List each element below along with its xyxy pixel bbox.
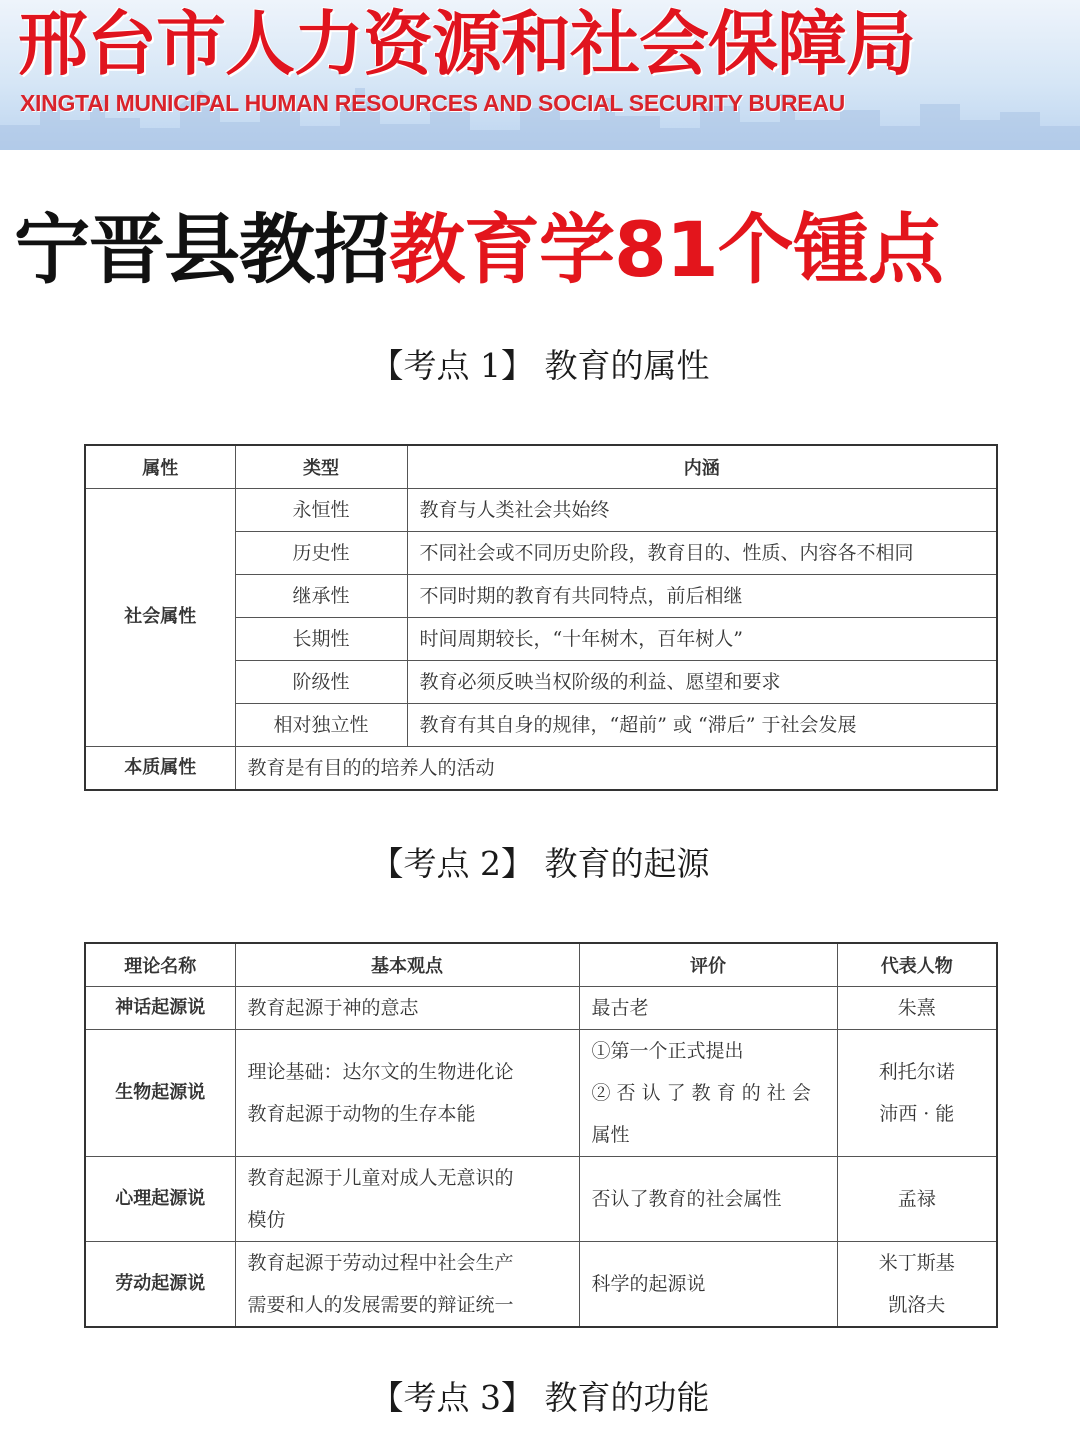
text-line: 教育起源于动物的生存本能 [247, 1102, 476, 1125]
theory-name-cell: 心理起源说 [85, 1156, 235, 1241]
table-row [85, 986, 997, 1029]
eval-cell [579, 1156, 837, 1241]
people-cell [837, 1156, 997, 1241]
text-line: 理论基础：达尔文的生物进化论 [247, 1060, 514, 1083]
table-header-row [85, 445, 997, 488]
header-cell: 基本观点 [235, 943, 579, 986]
eval-cell [579, 1241, 837, 1327]
content-cell: 不同社会或不同历史阶段，教育目的、性质、内容各不相同 [407, 531, 997, 574]
type-cell: 阶级性 [235, 660, 407, 703]
type-cell: 继承性 [235, 574, 407, 617]
header-banner [0, 0, 1080, 150]
text-line: 孟禄 [897, 1187, 936, 1210]
section-heading-3: 【考点 3】 教育的功能 [370, 1378, 710, 1417]
type-cell: 永恒性 [235, 488, 407, 531]
text-line: 利托尔诺 [878, 1060, 955, 1083]
content-cell: 教育必须反映当权阶级的利益、愿望和要求 [407, 660, 997, 703]
table-row [85, 1241, 997, 1327]
view-cell [235, 1241, 579, 1327]
text-line: 模仿 [247, 1208, 286, 1231]
header-cell: 代表人物 [837, 943, 997, 986]
text-line: 凯洛夫 [888, 1293, 946, 1316]
text-line: ①第一个正式提出 [591, 1039, 744, 1062]
header-cell: 类型 [235, 445, 407, 488]
header-cell: 理论名称 [85, 943, 235, 986]
eval-cell [579, 986, 837, 1029]
title-part-black: 宁晋县教招 [14, 205, 389, 294]
table-row [85, 488, 997, 531]
text-line: 沛西 · 能 [879, 1102, 955, 1125]
header-cell: 属性 [85, 445, 235, 488]
bureau-name-chinese: 邢台市人力资源和社会保障局 [18, 3, 915, 85]
text-line: ② 否 认 了 教 育 的 社 会 [591, 1081, 811, 1104]
type-cell: 长期性 [235, 617, 407, 660]
view-cell [235, 1156, 579, 1241]
text-line: 科学的起源说 [591, 1272, 706, 1295]
people-cell [837, 986, 997, 1029]
type-cell: 历史性 [235, 531, 407, 574]
content-cell: 教育有其自身的规律，“超前” 或 “滞后” 于社会发展 [407, 703, 997, 746]
view-cell [235, 986, 579, 1029]
header-cell: 内涵 [407, 445, 997, 488]
text-line: 教育起源于儿童对成人无意识的 [247, 1166, 514, 1189]
text-line: 否认了教育的社会属性 [591, 1187, 782, 1210]
education-attributes-table [84, 444, 998, 791]
theory-name-cell: 生物起源说 [85, 1029, 235, 1156]
text-line: 教育起源于劳动过程中社会生产 [247, 1251, 514, 1274]
text-line: 米丁斯基 [878, 1251, 955, 1274]
table-header-row [85, 943, 997, 986]
education-origin-table [84, 942, 998, 1328]
content-cell: 时间周期较长，“十年树木，百年树人” [407, 617, 997, 660]
people-cell [837, 1241, 997, 1327]
theory-name-cell: 神话起源说 [85, 986, 235, 1029]
table-row [85, 1029, 997, 1156]
page-title [14, 200, 943, 300]
type-cell: 相对独立性 [235, 703, 407, 746]
text-line: 需要和人的发展需要的辩证统一 [247, 1293, 514, 1316]
section-heading-2: 【考点 2】 教育的起源 [370, 844, 710, 883]
text-line: 朱熹 [897, 996, 936, 1019]
content-cell: 不同时期的教育有共同特点，前后相继 [407, 574, 997, 617]
table-row [85, 1156, 997, 1241]
section-heading-1: 【考点 1】 教育的属性 [370, 346, 710, 385]
theory-name-cell: 劳动起源说 [85, 1241, 235, 1327]
text-line: 属性 [591, 1123, 630, 1146]
eval-cell [579, 1029, 837, 1156]
text-line: 最古老 [591, 996, 649, 1019]
content-cell: 教育与人类社会共始终 [407, 488, 997, 531]
header-cell: 评价 [579, 943, 837, 986]
group-cell-social: 社会属性 [85, 488, 235, 746]
people-cell [837, 1029, 997, 1156]
table-row [85, 746, 997, 790]
text-line: 教育起源于神的意志 [247, 996, 419, 1019]
bureau-name-english: XINGTAI MUNICIPAL HUMAN RESOURCES AND SOCIAL SECURITY BUREAU [20, 90, 845, 116]
title-part-red: 教育学81个锺点 [389, 205, 943, 294]
content-cell: 教育是有目的的培养人的活动 [235, 746, 997, 790]
view-cell [235, 1029, 579, 1156]
group-cell-essential: 本质属性 [85, 746, 235, 790]
